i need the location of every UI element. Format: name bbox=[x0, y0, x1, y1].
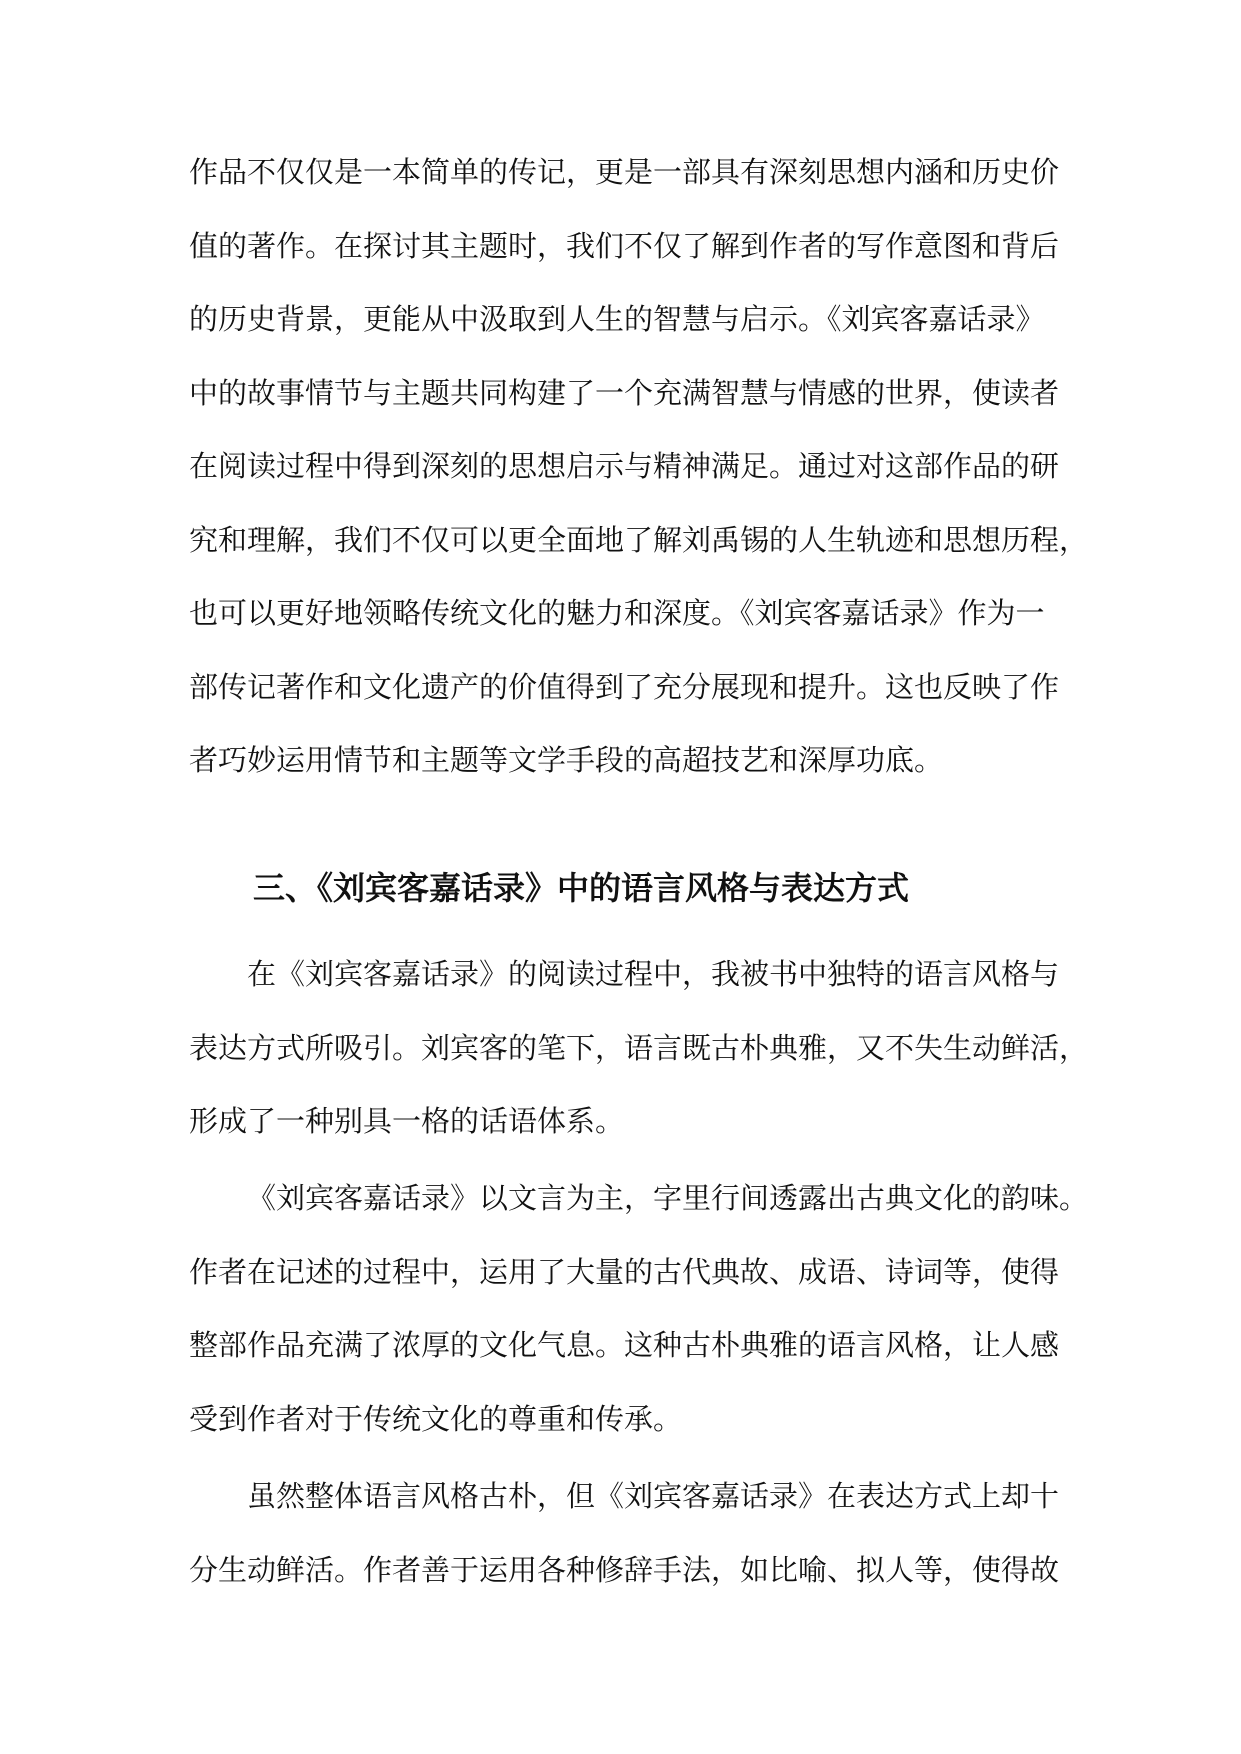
section-heading: 三、《刘宾客嘉话录》中的语言风格与表达方式 bbox=[253, 869, 910, 907]
paragraph-1-line: 的历史背景，更能从中汲取到人生的智慧与启示。《刘宾客嘉话录》 bbox=[189, 302, 1045, 336]
paragraph-1-line: 究和理解，我们不仅可以更全面地了解刘禹锡的人生轨迹和思想历程， bbox=[189, 522, 1089, 557]
paragraph-1-line: 也可以更好地领略传统文化的魅力和深度。《刘宾客嘉话录》作为一 bbox=[189, 596, 1045, 630]
paragraph-2-line: 在《刘宾客嘉话录》的阅读过程中，我被书中独特的语言风格与 bbox=[247, 957, 1060, 991]
paragraph-3-line: 《刘宾客嘉话录》以文言为主，字里行间透露出古典文化的韵味。 bbox=[247, 1181, 1089, 1215]
paragraph-1-line: 中的故事情节与主题共同构建了一个充满智慧与情感的世界，使读者 bbox=[189, 375, 1060, 410]
paragraph-3-line: 受到作者对于传统文化的尊重和传承。 bbox=[189, 1401, 683, 1436]
paragraph-1-line: 值的著作。在探讨其主题时，我们不仅了解到作者的写作意图和背后 bbox=[189, 228, 1060, 263]
paragraph-4-line: 分生动鲜活。作者善于运用各种修辞手法，如比喻、拟人等，使得故 bbox=[189, 1552, 1060, 1587]
paragraph-4 bbox=[189, 1460, 1060, 1607]
paragraph-3-line: 整部作品充满了浓厚的文化气息。这种古朴典雅的语言风格，让人感 bbox=[189, 1328, 1060, 1362]
paragraph-1-line: 者巧妙运用情节和主题等文学手段的高超技艺和深厚功底。 bbox=[189, 743, 944, 777]
paragraph-1-line: 在阅读过程中得到深刻的思想启示与精神满足。通过对这部作品的研 bbox=[189, 449, 1060, 483]
paragraph-1 bbox=[189, 136, 1089, 798]
paragraph-2-line: 表达方式所吸引。刘宾客的笔下，语言既古朴典雅，又不失生动鲜活， bbox=[189, 1030, 1089, 1065]
paragraph-3-line: 作者在记述的过程中，运用了大量的古代典故、成语、诗词等，使得 bbox=[189, 1254, 1060, 1289]
paragraph-2-line: 形成了一种别具一格的话语体系。 bbox=[189, 1104, 625, 1138]
paragraph-1-line: 作品不仅仅是一本简单的传记，更是一部具有深刻思想内涵和历史价 bbox=[189, 155, 1060, 189]
paragraph-1-line: 部传记著作和文化遗产的价值得到了充分展现和提升。这也反映了作 bbox=[189, 669, 1060, 704]
paragraph-4-line: 虽然整体语言风格古朴，但《刘宾客嘉话录》在表达方式上却十 bbox=[247, 1479, 1060, 1513]
paragraph-3 bbox=[189, 1162, 1089, 1456]
paragraph-2 bbox=[189, 938, 1089, 1159]
